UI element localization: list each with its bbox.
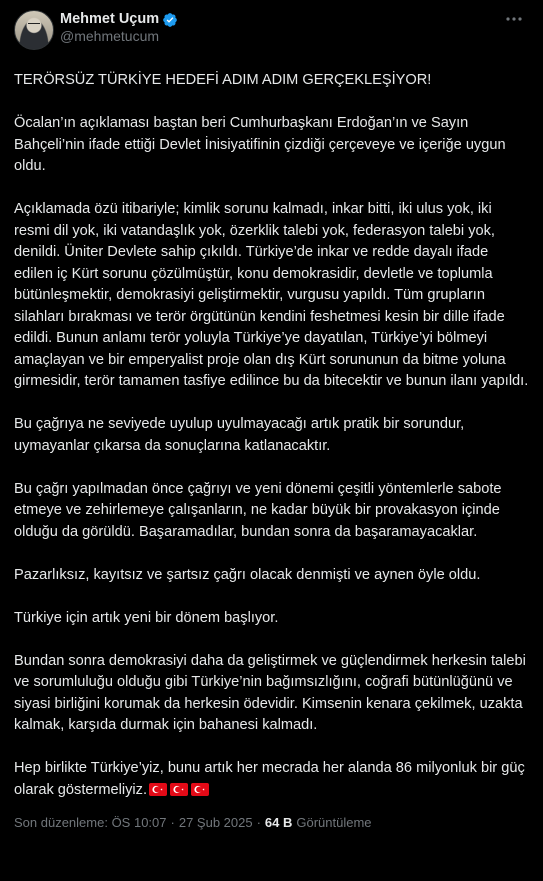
tweet-paragraph: Bu çağrı yapılmadan önce çağrıyı ve yeni dönemi çeşitli yöntemlerle sabote etmeye ve zehirlemeye çalışanların, ne kadar büyük bir provakasyon içinde olduğu da görüldü. Başaramadılar, bundan sonra da başaramayacaklar.: [14, 480, 502, 540]
views-label: Görüntüleme: [296, 815, 372, 830]
turkey-flag-icon: [191, 783, 209, 796]
turkey-flag-icon: [149, 783, 167, 796]
author-avatar[interactable]: [14, 10, 54, 50]
more-options-icon[interactable]: [505, 12, 523, 26]
tweet-last-paragraph: [14, 758, 529, 801]
tweet-header: [14, 10, 529, 50]
tweet-paragraph: Türkiye için artık yeni bir dönem başlıyor.: [14, 609, 279, 626]
turkey-flag-icon: [170, 783, 188, 796]
author-display-name[interactable]: Mehmet Uçum: [60, 11, 160, 27]
tweet-meta: [14, 815, 529, 830]
author-names: [60, 11, 178, 45]
tweet-last-paragraph-text: Hep birlikte Türkiye’yiz, bunu artık her mecrada her alanda 86 milyonluk bir güç olarak göstermeliyiz.: [14, 760, 525, 798]
tweet-paragraph: Açıklamada özü itibariyle; kimlik sorunu kalmadı, inkar bitti, iki ulus yok, iki resmi dil yok, iki vatandaşlık yok, özerklik talebi yok, federasyon talebi yok, denildi. Üniter Devlete sahip çıkıldı. Türkiye’de inkar ve redde dayalı ifade edilen iç Kürt sorunu çözülmüştür, konu demokrasidir, devletle ve toplumla bütünleşmektir, demokrasiyi geliştirmektir, vurgusu yapıldı. Tüm grupların silahları bırakması ve terör örgütünün kendini feshetmesi kesin bir dille ifade edildi. Bunun anlamı terör yoluyla Türkiye’ye dayatılan, Türkiye’yi bölmeyi amaçlayan ve bir emperyalist proje olan dış Kürt sorununun da bitme yoluna girmesidir, terör tamamen tasfiye edilince bu da bitecektir ve bunun ilanı yapıldı.: [14, 201, 529, 389]
tweet-date[interactable]: 27 Şub 2025: [178, 815, 253, 830]
meta-separator: ·: [170, 815, 175, 830]
tweet-paragraph: Pazarlıksız, kayıtsız ve şartsız çağrı olacak denmişti ve aynen öyle oldu.: [14, 566, 481, 583]
verified-badge-icon: [162, 12, 178, 28]
tweet-text: [14, 70, 529, 801]
tweet-paragraph: Bundan sonra demokrasiyi daha da geliştirmek ve güçlendirmek herkesin talebi ve sorumluluğu olduğu gibi Türkiye’nin bağımsızlığını, coğrafi bütünlüğünü ve siyasi birliğini korumak da herkesin ödevidir. Kimsenin kenara çekilmek, uzakta kalmak, karşıda durmak için bahanesi kalmadı.: [14, 652, 526, 733]
edited-timestamp[interactable]: Son düzenleme: ÖS 10:07: [14, 815, 167, 830]
tweet-paragraph: Bu çağrıya ne seviyede uyulup uyulmayacağı artık pratik bir sorundur, uymayanlar çıkarsa da sonuçlarına katlanacaktır.: [14, 416, 465, 454]
tweet-paragraph: Öcalan’ın açıklaması baştan beri Cumhurbaşkanı Erdoğan’ın ve Sayın Bahçeli’nin ifade ettiği Devlet İnisiyatifinin çizdiği çerçeveye ve içeriğe uygun oldu.: [14, 115, 506, 174]
views-count: 64 B: [264, 815, 293, 830]
tweet-paragraph: TERÖRSÜZ TÜRKİYE HEDEFİ ADIM ADIM GERÇEKLEŞİYOR!: [14, 72, 432, 88]
meta-separator: ·: [256, 815, 261, 830]
author-handle[interactable]: @mehmetucum: [60, 28, 160, 44]
flag-emojis: [149, 783, 209, 796]
